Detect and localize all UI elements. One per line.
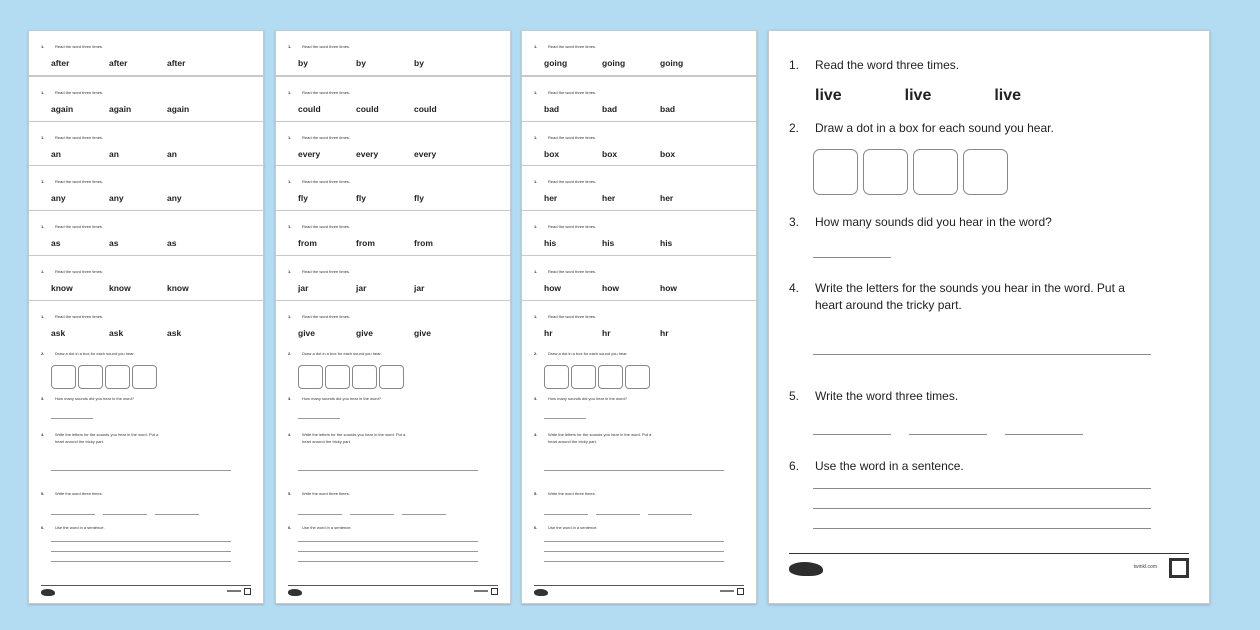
answer-line: [155, 514, 199, 515]
answer-line: [51, 470, 231, 471]
instruction: Read the word three times.: [548, 44, 597, 49]
logo-icon: [534, 589, 548, 596]
question-2: 2. Draw a dot in a box for each sound you hear.: [789, 121, 1054, 135]
instruction: Read the word three times.: [548, 179, 597, 184]
answer-line: [103, 514, 147, 515]
word-row: box box box: [544, 149, 676, 159]
instruction: Read the word three times.: [302, 135, 351, 140]
sheet-strip: 1. Read the word three times. jar jar jar: [275, 255, 511, 301]
word-row: going going going: [544, 58, 684, 68]
sound-boxes: [544, 365, 650, 389]
sound-boxes: [298, 365, 404, 389]
instruction: Read the word three times.: [548, 90, 597, 95]
answer-line: [813, 354, 1151, 355]
word-row: could could could: [298, 104, 437, 114]
logo-icon: [41, 589, 55, 596]
instruction: Read the word three times.: [548, 135, 597, 140]
word-row: after after after: [51, 58, 186, 68]
answer-line: [298, 514, 342, 515]
answer-line: [813, 434, 891, 435]
sheet-strip: 1. Read the word three times. from from from: [275, 210, 511, 256]
worksheet-stack-2: [275, 30, 511, 604]
sheet-strip: 1. Read the word three times. her her her: [521, 165, 757, 211]
word-row: as as as: [51, 238, 177, 248]
qr-icon: [737, 588, 744, 595]
answer-line: [813, 508, 1151, 509]
instruction: Read the word three times.: [302, 179, 351, 184]
instruction: Read the word three times.: [302, 224, 351, 229]
sheet-strip: 1. Read the word three times. by by by: [275, 30, 511, 76]
worksheet-stack-3: [521, 30, 757, 604]
question-4: 4. Write the letters for the sounds you hear in the word. Put a heart around the tricky part.: [789, 281, 1125, 312]
word-row: hr hr hr: [544, 328, 669, 338]
instruction: Read the word three times.: [55, 179, 104, 184]
sheet-full: 1. Read the word three times. ask ask ask 2. Draw a dot in a box for each sound you hear. 3. How many sounds did you hear in the word? 4. Write the letters for the sounds you hear in the word. Put a heart around the tricky part. 5. Write the word three times. 6. Use the word in a sentence.: [28, 300, 264, 604]
sheet-strip: 1. Read the word three times. an an an: [28, 121, 264, 167]
answer-line: [909, 434, 987, 435]
question-1: 1. Read the word three times.: [789, 58, 960, 72]
sound-boxes: [813, 149, 1008, 195]
word-row: ask ask ask: [51, 328, 182, 338]
word-row: live live live: [815, 87, 1021, 104]
answer-line: [544, 514, 588, 515]
qr-icon: [1169, 558, 1189, 578]
logo-icon: [288, 589, 302, 596]
word-row: bad bad bad: [544, 104, 676, 114]
word-row: her her her: [544, 193, 674, 203]
sound-boxes: [51, 365, 157, 389]
question-3: 3. How many sounds did you hear in the word?: [789, 215, 1052, 229]
question-6: 6. Use the word in a sentence.: [789, 459, 964, 473]
word-row: every every every: [298, 149, 437, 159]
instruction: Read the word three times.: [302, 269, 351, 274]
sheet-strip: 1. Read the word three times. box box box: [521, 121, 757, 167]
worksheet-stack-1: [28, 30, 264, 604]
answer-line: [298, 418, 340, 419]
sheet-strip: 1. Read the word three times. his his his: [521, 210, 757, 256]
instruction: Read the word three times.: [548, 314, 597, 319]
sheet-strip: 1. Read the word three times. every every every: [275, 121, 511, 167]
sheet-strip: 1. Read the word three times. bad bad bad: [521, 76, 757, 122]
answer-line: [350, 514, 394, 515]
answer-line: [298, 551, 478, 552]
logo-icon: [789, 562, 823, 576]
word-row: how how how: [544, 283, 677, 293]
answer-line: [544, 561, 724, 562]
instruction: Read the word three times.: [302, 90, 351, 95]
word-row: an an an: [51, 149, 177, 159]
answer-line: [813, 488, 1151, 489]
answer-line: [51, 541, 231, 542]
answer-line: [51, 418, 93, 419]
answer-line: [298, 561, 478, 562]
answer-line: [544, 541, 724, 542]
instruction: Read the word three times.: [302, 44, 351, 49]
instruction: Read the word three times.: [55, 269, 104, 274]
instruction: Read the word three times.: [55, 90, 104, 95]
answer-line: [1005, 434, 1083, 435]
answer-line: [51, 551, 231, 552]
instruction: Read the word three times.: [302, 314, 351, 319]
sheet-strip: 1. Read the word three times. how how how: [521, 255, 757, 301]
worksheet-page-live: [768, 30, 1210, 604]
answer-line: [813, 257, 891, 258]
answer-line: [51, 561, 231, 562]
page-footer: [41, 585, 251, 595]
answer-line: [544, 470, 724, 471]
word-row: fly fly fly: [298, 193, 424, 203]
sheet-strip: 1. Read the word three times. any any any: [28, 165, 264, 211]
instruction: Read the word three times.: [55, 314, 104, 319]
word-row: from from from: [298, 238, 433, 248]
sheet-strip: 1. Read the word three times. as as as: [28, 210, 264, 256]
instruction: Read the word three times.: [55, 224, 104, 229]
instruction: Read the word three times.: [548, 224, 597, 229]
question-5: 5. Write the word three times.: [789, 389, 959, 403]
footer-url: twinkl.com: [1133, 564, 1157, 570]
qr-icon: [491, 588, 498, 595]
word-row: by by by: [298, 58, 424, 68]
page-footer: [288, 585, 498, 595]
sheet-strip: 1. Read the word three times. going going going: [521, 30, 757, 76]
sheet-strip: 1. Read the word three times. fly fly fly: [275, 165, 511, 211]
sheet-strip: 1. Read the word three times. know know know: [28, 255, 264, 301]
answer-line: [813, 528, 1151, 529]
answer-line: [544, 418, 586, 419]
word-row: his his his: [544, 238, 673, 248]
qr-icon: [244, 588, 251, 595]
answer-line: [298, 470, 478, 471]
word-row: any any any: [51, 193, 182, 203]
answer-line: [648, 514, 692, 515]
answer-line: [544, 551, 724, 552]
instruction: Read the word three times.: [548, 269, 597, 274]
sheet-strip: 1. Read the word three times. again again again: [28, 76, 264, 122]
word-row: again again again: [51, 104, 190, 114]
answer-line: [596, 514, 640, 515]
page-footer: [534, 585, 744, 595]
sheet-full: 1. Read the word three times. hr hr hr 2. Draw a dot in a box for each sound you hear. 3. How many sounds did you hear in the word? 4. Write the letters for the sounds you hear in the word. Put a heart around the tricky part. 5. Write the word three times. 6. Use the word in a sentence.: [521, 300, 757, 604]
word-row: jar jar jar: [298, 283, 425, 293]
sheet-full: 1. Read the word three times. give give give 2. Draw a dot in a box for each sound you hear. 3. How many sounds did you hear in the word? 4. Write the letters for the sounds you hear in the word. Put a heart around the tricky part. 5. Write the word three times. 6. Use the word in a sentence.: [275, 300, 511, 604]
sheet-strip: 1. Read the word three times. after after after: [28, 30, 264, 76]
answer-line: [51, 514, 95, 515]
word-row: give give give: [298, 328, 432, 338]
sheet-strip: 1. Read the word three times. could could could: [275, 76, 511, 122]
page-footer: [789, 553, 1189, 579]
answer-line: [402, 514, 446, 515]
answer-line: [298, 541, 478, 542]
word-row: know know know: [51, 283, 189, 293]
instruction: Read the word three times.: [55, 135, 104, 140]
instruction: Read the word three times.: [55, 44, 104, 49]
